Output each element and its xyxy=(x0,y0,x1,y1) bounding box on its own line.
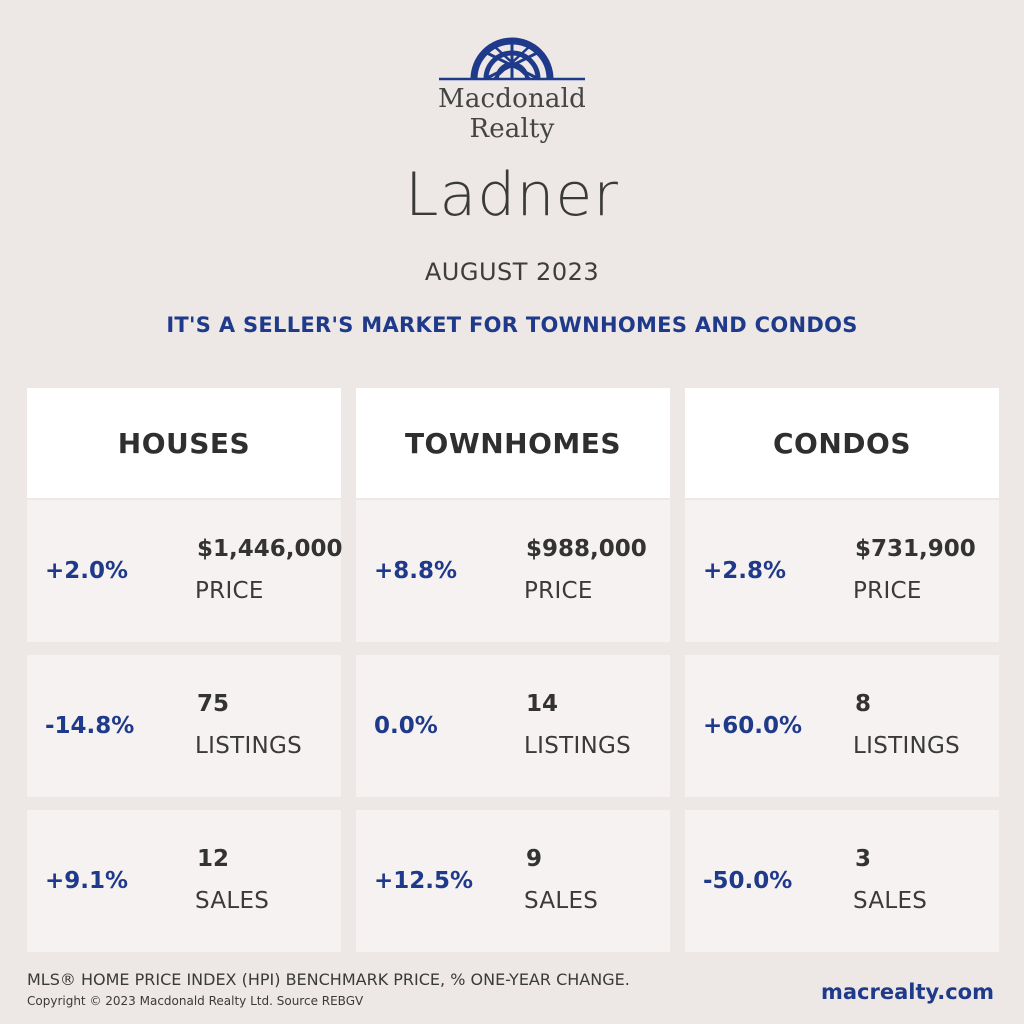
sales-label: SALES xyxy=(853,888,928,914)
condos-column xyxy=(685,388,999,914)
sales-change: +12.5% xyxy=(374,868,474,894)
listings-value: 14 xyxy=(526,691,559,717)
price-label: PRICE xyxy=(524,578,593,604)
brand-logo xyxy=(0,36,1024,144)
sales-value: 12 xyxy=(197,846,230,872)
sales-change: +9.1% xyxy=(45,868,129,894)
price-card xyxy=(356,500,670,642)
sales-card xyxy=(27,810,341,952)
sales-card xyxy=(356,810,670,952)
listings-card xyxy=(685,655,999,797)
listings-label: LISTINGS xyxy=(195,733,303,759)
townhomes-column xyxy=(356,388,670,914)
price-label: PRICE xyxy=(853,578,922,604)
column-title: HOUSES xyxy=(27,388,341,498)
sales-value: 3 xyxy=(855,846,872,872)
listings-card xyxy=(27,655,341,797)
city-title: Ladner xyxy=(405,160,619,230)
listings-change: -14.8% xyxy=(45,713,135,739)
price-card xyxy=(27,500,341,642)
listings-card xyxy=(356,655,670,797)
price-label: PRICE xyxy=(195,578,264,604)
sales-change: -50.0% xyxy=(703,868,793,894)
houses-column xyxy=(27,388,343,914)
price-change: +8.8% xyxy=(374,558,458,584)
report-period: AUGUST 2023 xyxy=(424,258,600,286)
price-value: $988,000 xyxy=(526,536,647,562)
listings-value: 8 xyxy=(855,691,872,717)
price-change: +2.8% xyxy=(703,558,787,584)
listings-label: LISTINGS xyxy=(524,733,632,759)
copyright-text: Copyright © 2023 Macdonald Realty Ltd. Source REBGV xyxy=(27,994,364,1008)
price-card xyxy=(685,500,999,642)
price-value: $731,900 xyxy=(855,536,976,562)
listings-change: +60.0% xyxy=(703,713,803,739)
column-title: TOWNHOMES xyxy=(356,388,670,498)
website-link[interactable]: macrealty.com xyxy=(820,980,994,1004)
sales-label: SALES xyxy=(195,888,270,914)
sales-value: 9 xyxy=(526,846,543,872)
listings-value: 75 xyxy=(197,691,230,717)
brand-name-line2: Realty xyxy=(469,114,555,144)
sales-label: SALES xyxy=(524,888,599,914)
sales-card xyxy=(685,810,999,952)
price-change: +2.0% xyxy=(45,558,129,584)
methodology-note: MLS® HOME PRICE INDEX (HPI) BENCHMARK PRICE, % ONE-YEAR CHANGE. xyxy=(27,970,630,989)
column-title: CONDOS xyxy=(685,388,999,498)
brand-name-line1: Macdonald xyxy=(438,84,586,114)
market-headline: IT'S A SELLER'S MARKET FOR TOWNHOMES AND CONDOS xyxy=(166,313,858,337)
compass-rose-arc-icon xyxy=(439,36,585,84)
listings-change: 0.0% xyxy=(374,713,438,739)
listings-label: LISTINGS xyxy=(853,733,961,759)
price-value: $1,446,000 xyxy=(197,536,343,562)
